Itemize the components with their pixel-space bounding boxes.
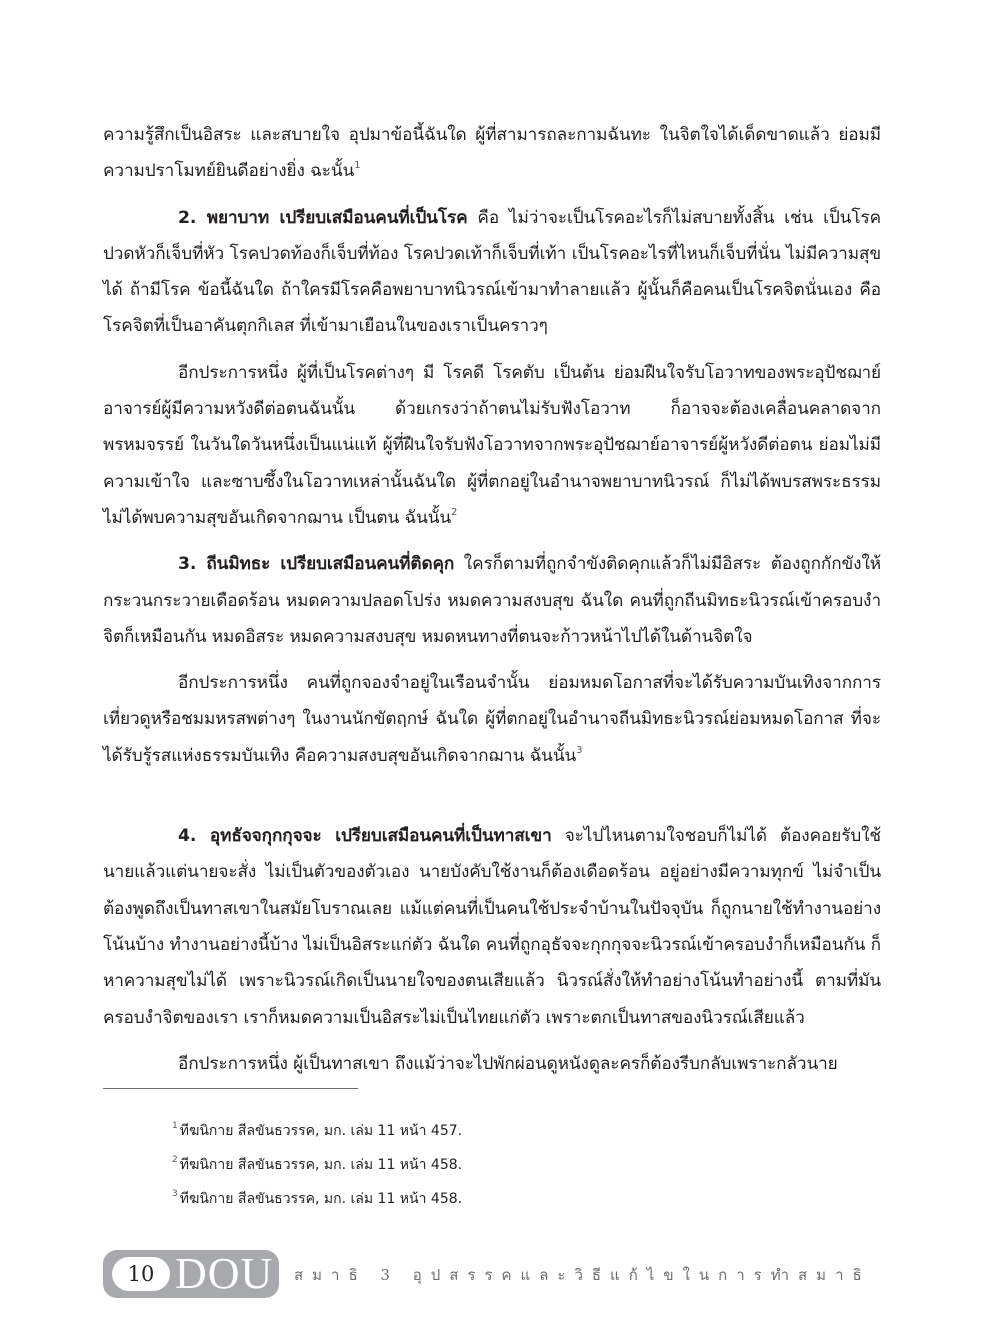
page-number: 10 xyxy=(112,1257,170,1291)
running-title: สมาธิ 3 อุปสรรคและวิธีแก้ไขในการทำสมาธิ xyxy=(294,1266,871,1284)
paragraph-text: ความรู้สึกเป็นอิสระ และสบายใจ อุปมาข้อนี้ฉันใด ผู้ที่สามารถละกามฉันทะ ในจิตใจได้เด็ดขาดแล้ว ย่อมมีความปราโมทย์ยินดีอย่างยิ่ง ฉะนั้น xyxy=(103,125,881,182)
footnote-ref: 2 xyxy=(451,506,458,518)
footer-badge xyxy=(103,1250,279,1298)
paragraph-section-4 xyxy=(103,818,881,1036)
footnotes xyxy=(172,1114,772,1216)
section-heading: 2. พยาบาท เปรียบเสมือนคนที่เป็นโรค xyxy=(178,207,468,228)
paragraph-text: จะไปไหนตามใจชอบก็ไม่ได้ ต้องคอยรับใช้นายแล้วแต่นายจะสั่ง ไม่เป็นตัวของตัวเอง นายบังคับใช้งานก็ต้องเดือดร้อน อยู่อย่างมีความทุกข์ ไม่จำเป็นต้องพูดถึงเป็นทาสเขาในสมัยโบราณเลย แม้แต่คนที่เป็นคนใช้ประจำบ้านในปัจจุบัน ก็ถูกนายใช้ทำงานอย่างโน้นบ้าง ทำงานอย่างนี้บ้าง ไม่เป็นอิสระแก่ตัว ฉันใด คนที่ถูกอุธัจจะกุกกุจจะนิวรณ์เข้าครอบงำก็เหมือนกัน ก็หาความสุขไม่ได้ เพราะนิวรณ์เกิดเป็นนายใจของตนเสียแล้ว นิวรณ์สั่งให้ทำอย่างโน้นทำอย่างนี้ ตามที่มันครอบงำจิตของเรา เราก็หมดความเป็นอิสระไม่เป็นไทยแก่ตัว เพราะตกเป็นทาสของนิวรณ์เสียแล้ว xyxy=(103,826,881,1028)
paragraph-text: ใครก็ตามที่ถูกจำขังติดคุกแล้วก็ไม่มีอิสระ ต้องถูกกักขังให้กระวนกระวายเดือดร้อน หมดความปลอดโปร่ง หมดความสงบสุข ฉันใด คนที่ถูกถีนมิทธะนิวรณ์เข้าครอบงำจิตก็เหมือนกัน หมดอิสระ หมดความสงบสุข หมดหนทางที่ตนจะก้าวหน้าไปได้ในด้านจิตใจ xyxy=(103,554,881,647)
dou-logo: DOU xyxy=(175,1249,274,1298)
footnote-number: 1 xyxy=(172,1121,178,1131)
section-heading: 3. ถีนมิทธะ เปรียบเสมือนคนที่ติดคุก xyxy=(178,554,455,575)
paragraph-section-3 xyxy=(103,546,881,655)
footnote xyxy=(172,1114,772,1148)
paragraph-continuation xyxy=(103,117,881,190)
footnote-ref: 1 xyxy=(354,160,361,172)
paragraph-text: อีกประการหนึ่ง ผู้ที่เป็นโรคต่างๆ มี โรคดี โรคตับ เป็นต้น ย่อมฝืนใจรับโอวาทของพระอุปัชฌาย์อาจารย์ผู้มีความหวังดีต่อตนฉันนั้น ด้วยเกรงว่าถ้าตนไม่รับฟังโอวาท ก็อาจจะต้องเคลื่อนคลาดจากพรหมจรรย์ ในวันใดวันหนึ่งเป็นแน่แท้ ผู้ที่ฝืนใจรับฟังโอวาทจากพระอุปัชฌาย์อาจารย์ผู้หวังดีต่อตน ย่อมไม่มีความเข้าใจ และซาบซึ้งในโอวาทเหล่านั้นฉันใด ผู้ที่ตกอยู่ในอำนาจพยาบาทนิวรณ์ ก็ไม่ได้พบรสพระธรรมไม่ได้พบความสุขอันเกิดจากฌาน เป็นตน ฉันนั้น xyxy=(103,362,881,528)
paragraph-section-2 xyxy=(103,200,881,345)
paragraph-section-3-extra xyxy=(103,665,881,774)
paragraph-section-4-extra xyxy=(103,1046,881,1082)
footnote-text: ทีฆนิกาย สีลขันธวรรค, มก. เล่ม 11 หน้า 458. xyxy=(179,1191,463,1207)
paragraph-text: อีกประการหนึ่ง ผู้เป็นทาสเขา ถึงแม้ว่าจะไปพักผ่อนดูหนังดูละครก็ต้องรีบกลับเพราะกลัวนาย xyxy=(178,1053,838,1074)
section-heading: 4. อุทธัจจกุกกุจจะ เปรียบเสมือนคนที่เป็นทาสเขา xyxy=(178,826,552,847)
footnote-text: ทีฆนิกาย สีลขันธวรรค, มก. เล่ม 11 หน้า 457. xyxy=(179,1123,463,1139)
paragraph-text: อีกประการหนึ่ง คนที่ถูกจองจำอยู่ในเรือนจำนั้น ย่อมหมดโอกาสที่จะได้รับความบันเทิงจากการเที่ยวดูหรือชมมหรสพต่างๆ ในงานนักขัตฤกษ์ ฉันใด ผู้ที่ตกอยู่ในอำนาจถีนมิทธะนิวรณ์ย่อมหมดโอกาส ที่จะได้รับรู้รสแห่งธรรมบันเทิง คือความสงบสุขอันเกิดจากฌาน ฉันนั้น xyxy=(103,673,881,766)
paragraph-text: คือ ไม่ว่าจะเป็นโรคอะไรก็ไม่สบายทั้งสิ้น เช่น เป็นโรคปวดหัวก็เจ็บที่หัว โรคปวดท้องก็เจ็บที่ท้อง โรคปวดเท้าก็เจ็บที่เท้า เป็นโรคอะไรที่ไหนก็เจ็บที่นั่น ไม่มีความสุขได้ ถ้ามีโรค ข้อนี้ฉันใด ถ้าใครมีโรคคือพยาบาทนิวรณ์เข้ามาทำลายแล้ว ผู้นั้นก็คือคนเป็นโรคจิตนั่นเอง คือโรคจิตที่เป็นอาคันตุกกิเลส ที่เข้ามาเยือนในของเราเป็นคราวๆ xyxy=(103,207,881,337)
footnote xyxy=(172,1182,772,1216)
paragraph-section-2-extra xyxy=(103,355,881,536)
footnote-number: 2 xyxy=(172,1155,178,1165)
footnote-ref: 3 xyxy=(576,744,583,756)
footnote xyxy=(172,1148,772,1182)
body-text xyxy=(103,117,881,1082)
footnote-number: 3 xyxy=(172,1189,178,1199)
footnote-text: ทีฆนิกาย สีลขันธวรรค, มก. เล่ม 11 หน้า 458. xyxy=(179,1157,463,1173)
footnote-divider xyxy=(103,1088,358,1089)
